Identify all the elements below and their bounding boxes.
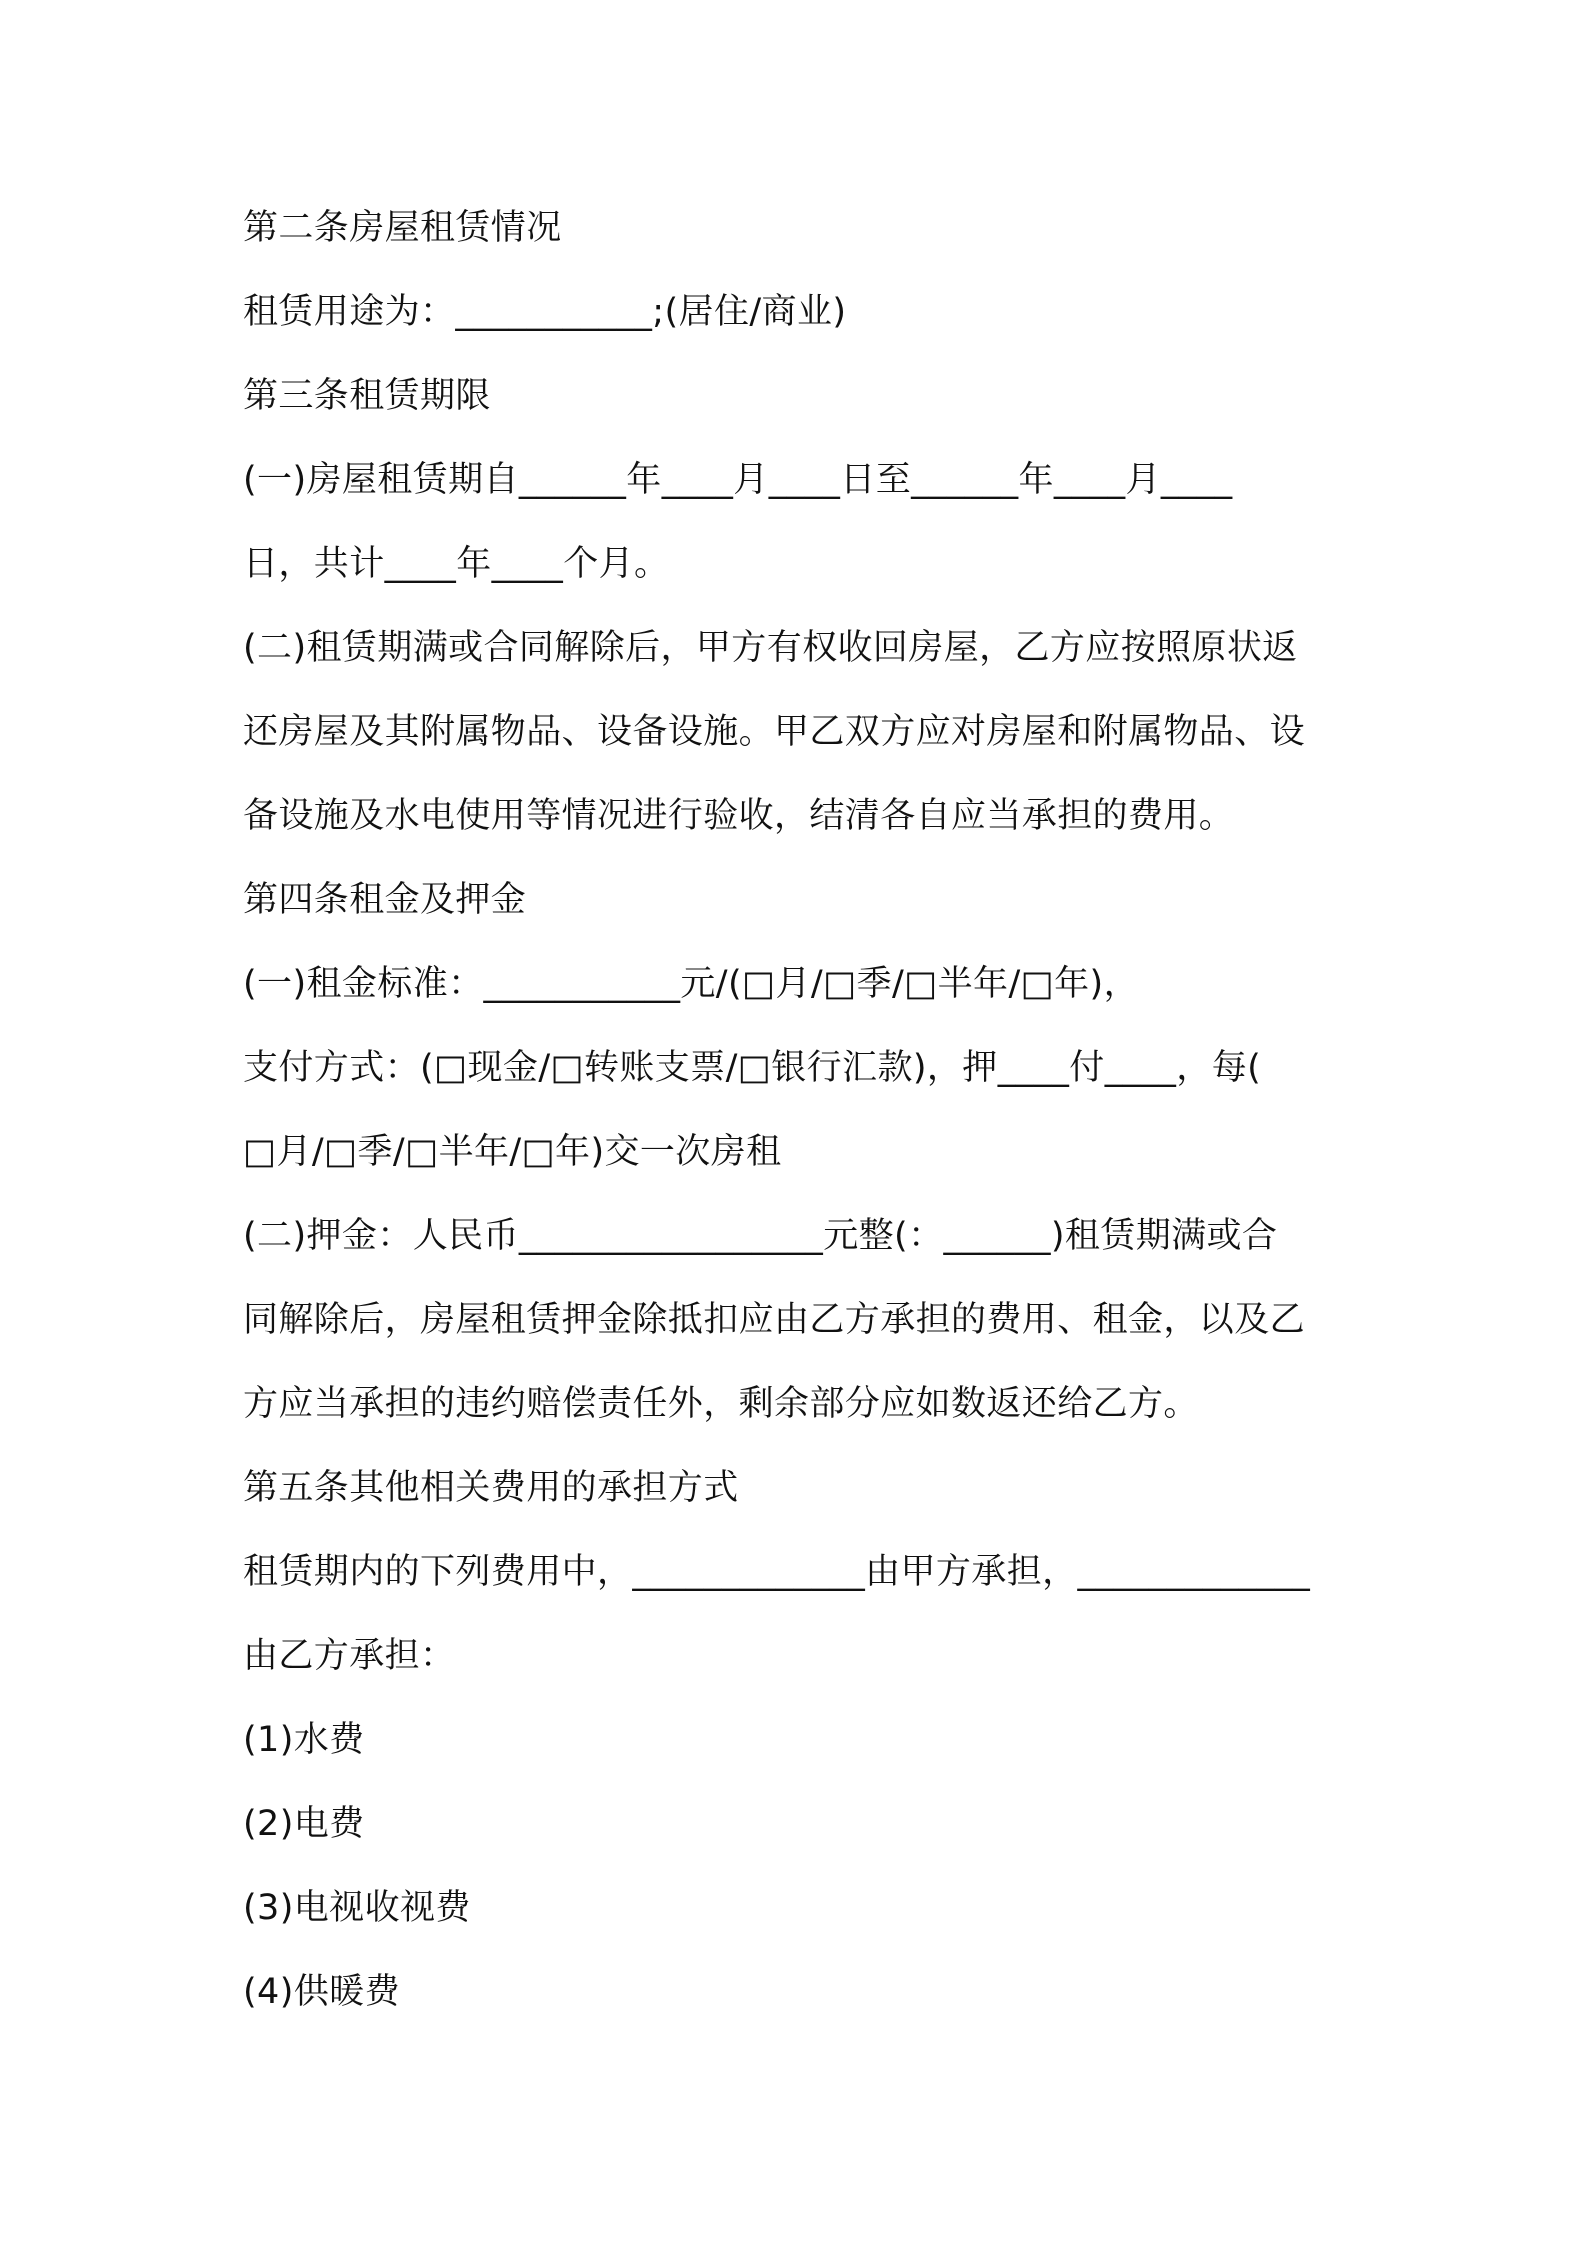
fee-item-heating: (4)供暖费 (243, 1972, 400, 2012)
paragraph-line: 还房屋及其附属物品、设备设施。甲乙双方应对房屋和附属物品、设 (243, 712, 1306, 752)
deposit-line: (二)押金：人民币_________________元整(：______)租赁期满或合 (243, 1216, 1278, 1256)
article-4-heading: 第四条租金及押金 (243, 880, 527, 920)
payment-period-line: □月/□季/□半年/□年)交一次房租 (243, 1132, 782, 1172)
lease-term-total-line: 日，共计____年____个月。 (243, 544, 670, 584)
rent-standard-line: (一)租金标准：___________元/(□月/□季/□半年/□年)， (243, 964, 1139, 1004)
fee-item-water: (1)水费 (243, 1720, 365, 1760)
lease-purpose-line: 租赁用途为：___________;(居住/商业) (243, 292, 847, 332)
fees-allocation-line: 租赁期内的下列费用中，_____________由甲方承担，_____________ (243, 1552, 1311, 1592)
paragraph-line: 备设施及水电使用等情况进行验收，结清各自应当承担的费用。 (243, 796, 1235, 836)
paragraph-line: 方应当承担的违约赔偿责任外，剩余部分应如数返还给乙方。 (243, 1384, 1199, 1424)
fees-allocation-line-end: 由乙方承担： (243, 1636, 456, 1676)
payment-method-line: 支付方式：(□现金/□转账支票/□银行汇款)，押____付____，每( (243, 1048, 1262, 1088)
paragraph-line: 同解除后，房屋租赁押金除抵扣应由乙方承担的费用、租金，以及乙 (243, 1300, 1306, 1340)
lease-term-line: (一)房屋租赁期自______年____月____日至______年____月____ (243, 460, 1233, 500)
fee-item-tv: (3)电视收视费 (243, 1888, 471, 1928)
article-5-heading: 第五条其他相关费用的承担方式 (243, 1468, 739, 1508)
fee-item-electricity: (2)电费 (243, 1804, 365, 1844)
paragraph-line: (二)租赁期满或合同解除后，甲方有权收回房屋，乙方应按照原状返 (243, 628, 1298, 668)
article-2-heading: 第二条房屋租赁情况 (243, 208, 562, 248)
article-3-heading: 第三条租赁期限 (243, 376, 491, 416)
